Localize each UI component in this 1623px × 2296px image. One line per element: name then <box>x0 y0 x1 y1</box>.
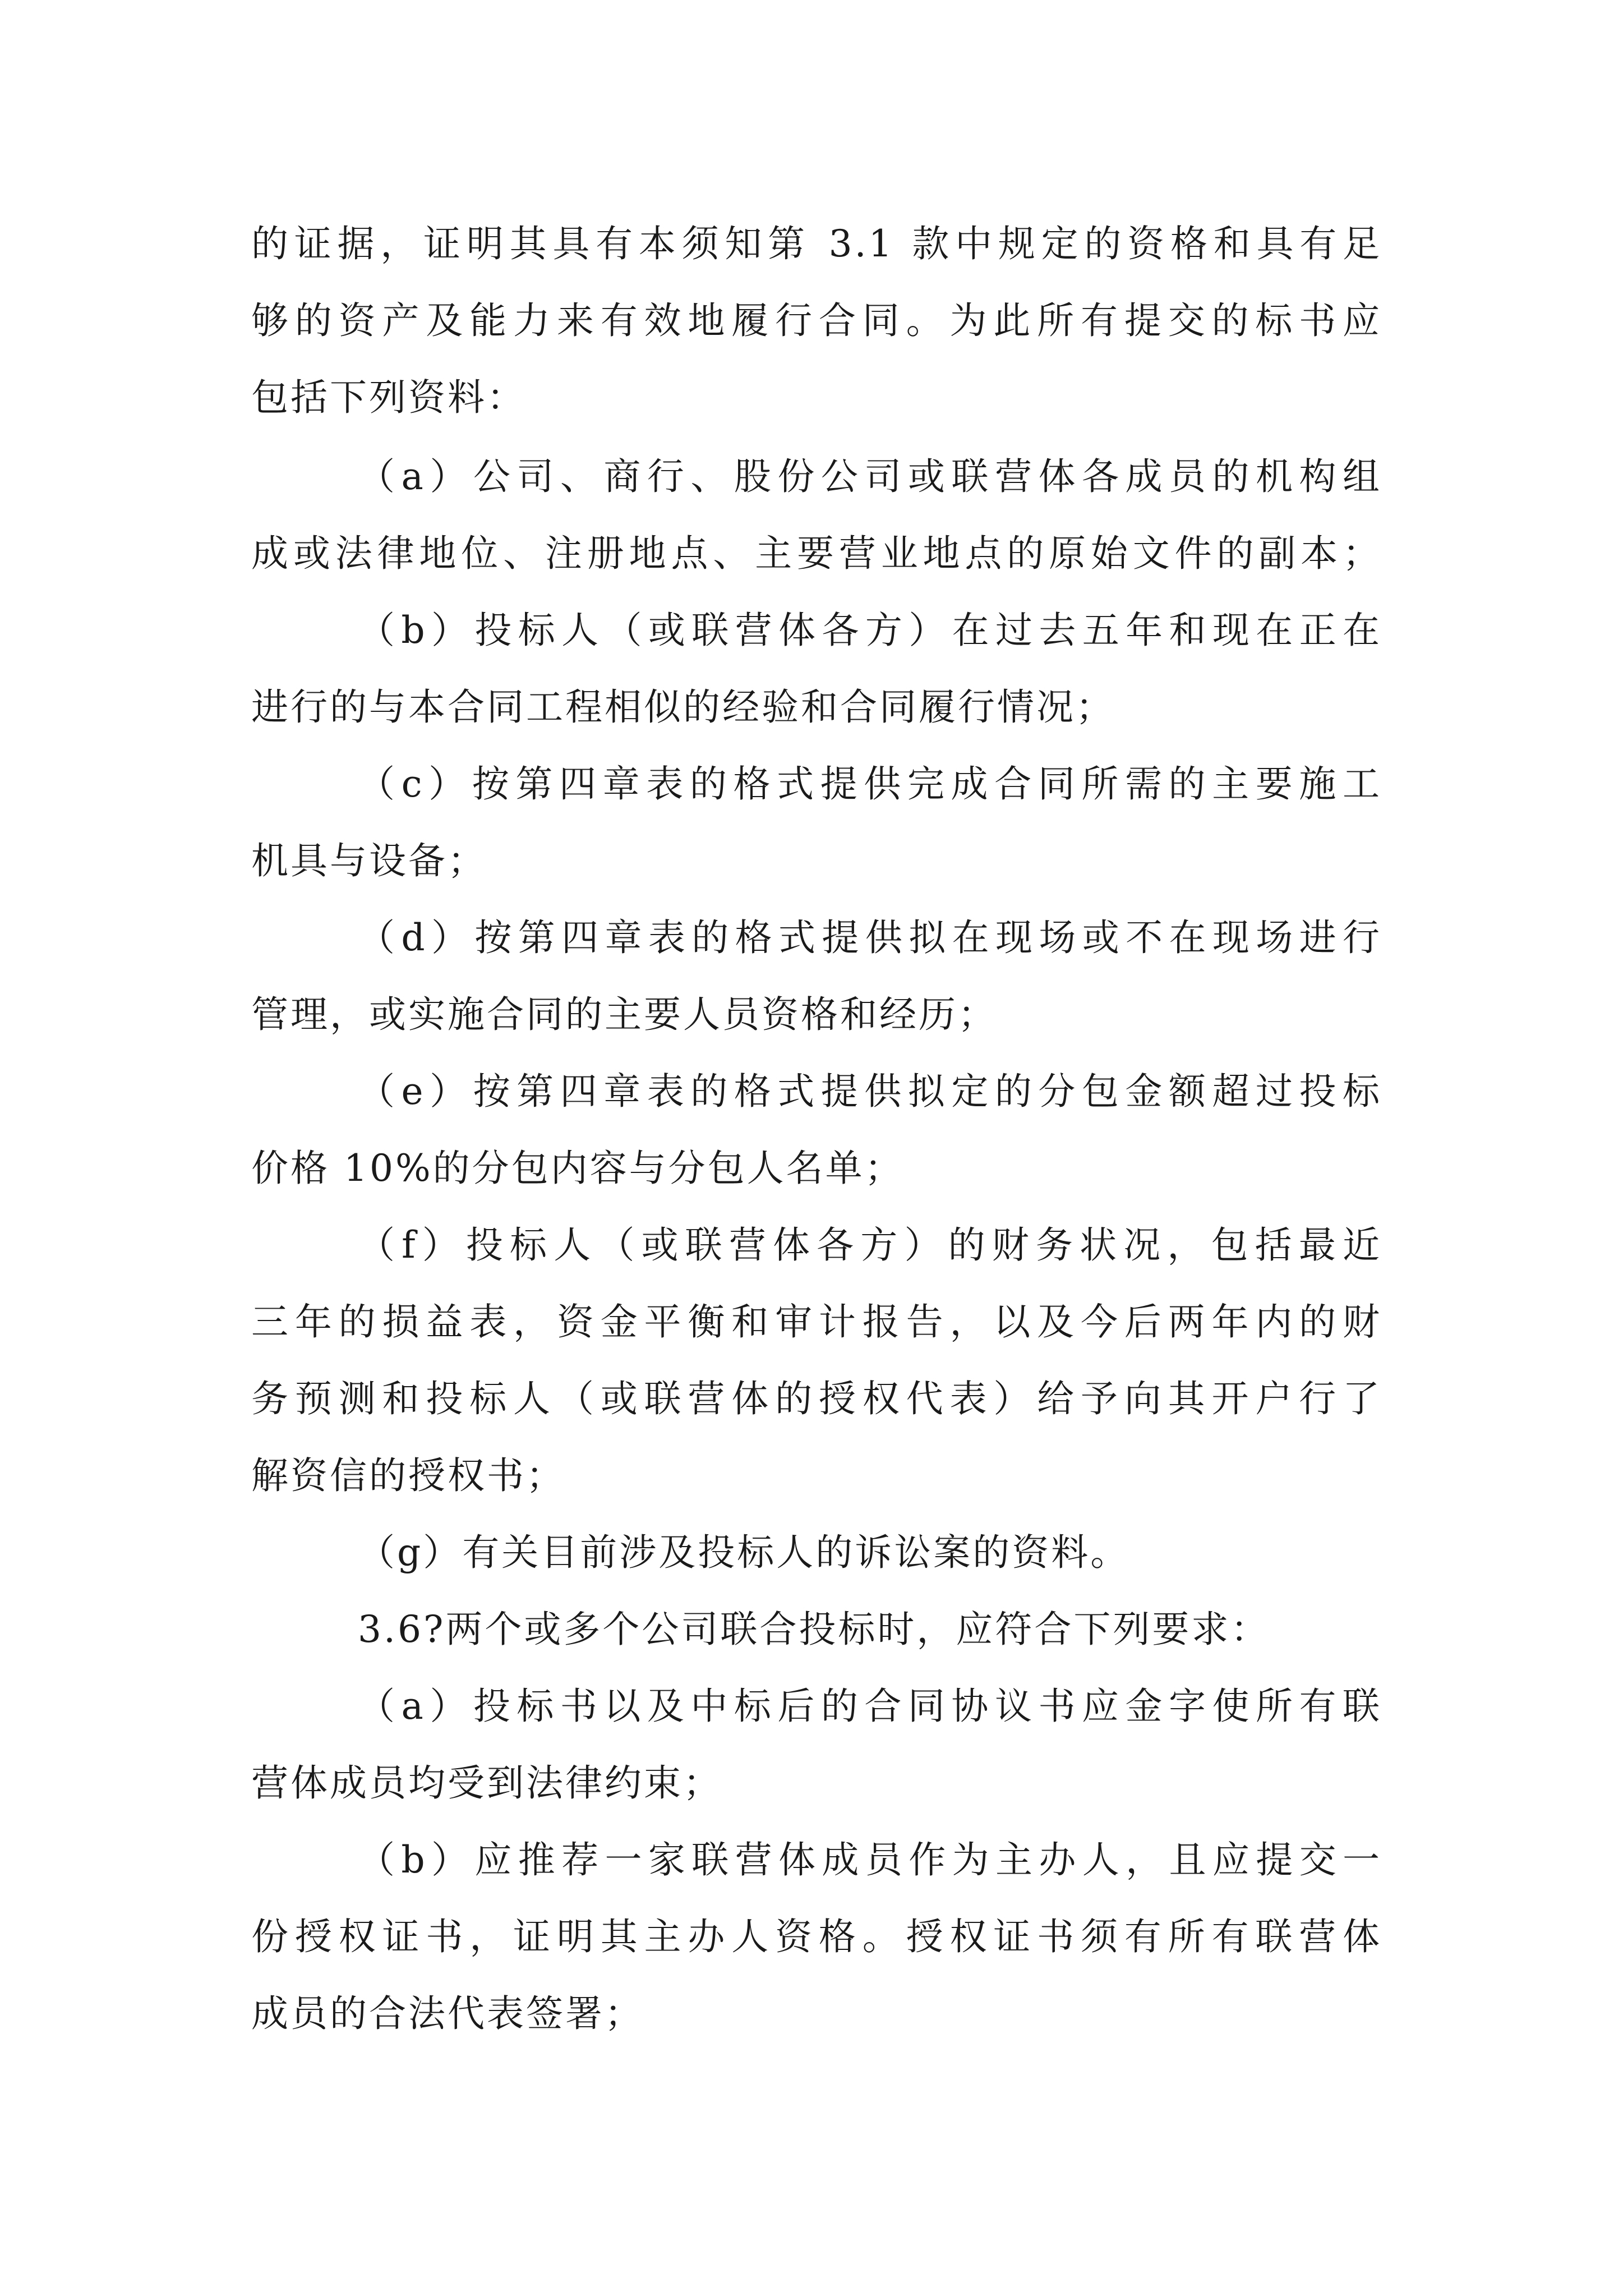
text-line-16: 务预测和投标人（或联营体的授权代表）给予向其开户行了 <box>251 1377 1382 1420</box>
text-line-1: 的证据，证明其具有本须知第 3.1 款中规定的资格和具有足 <box>251 222 1382 265</box>
text-line-12: （e）按第四章表的格式提供拟定的分包金额超过投标 <box>358 1070 1382 1113</box>
text-line-2: 够的资产及能力来有效地履行合同。为此所有提交的标书应 <box>251 299 1382 342</box>
text-line-14: （f）投标人（或联营体各方）的财务状况，包括最近 <box>358 1223 1382 1267</box>
text-line-5: 成或法律地位、注册地点、主要营业地点的原始文件的副本； <box>251 532 1382 575</box>
text-line-19: 3.6?两个或多个公司联合投标时，应符合下列要求： <box>358 1608 1270 1651</box>
text-line-7: 进行的与本合同工程相似的经验和合同履行情况； <box>251 685 1115 729</box>
text-line-10: （d）按第四章表的格式提供拟在现场或不在现场进行 <box>358 916 1382 959</box>
text-line-24: 成员的合法代表签署； <box>251 1992 644 2035</box>
text-line-20: （a）投标书以及中标后的合同协议书应金字使所有联 <box>358 1685 1382 1728</box>
text-line-9: 机具与设备； <box>251 839 487 882</box>
text-line-17: 解资信的授权书； <box>251 1454 565 1497</box>
text-line-21: 营体成员均受到法律约束； <box>251 1761 722 1805</box>
text-line-4: （a）公司、商行、股份公司或联营体各成员的机构组 <box>358 455 1382 498</box>
text-line-22: （b）应推荐一家联营体成员作为主办人，且应提交一 <box>358 1838 1382 1881</box>
text-line-11: 管理，或实施合同的主要人员资格和经历； <box>251 993 997 1036</box>
text-line-6: （b）投标人（或联营体各方）在过去五年和现在正在 <box>358 609 1382 652</box>
text-line-18: （g）有关目前涉及投标人的诉讼案的资料。 <box>358 1531 1130 1574</box>
text-line-13: 价格 10%的分包内容与分包人名单； <box>251 1147 904 1190</box>
text-line-8: （c）按第四章表的格式提供完成合同所需的主要施工 <box>358 762 1382 806</box>
text-line-15: 三年的损益表，资金平衡和审计报告，以及今后两年内的财 <box>251 1300 1382 1343</box>
text-line-23: 份授权证书，证明其主办人资格。授权证书须有所有联营体 <box>251 1915 1382 1958</box>
text-line-3: 包括下列资料： <box>251 376 526 419</box>
